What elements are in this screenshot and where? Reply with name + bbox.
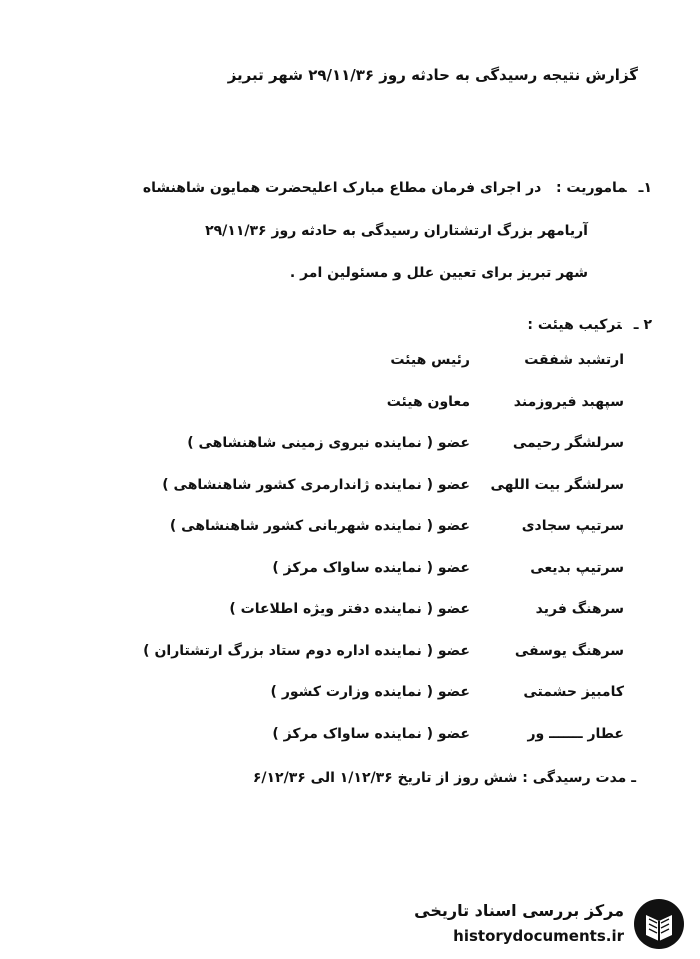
member-role: عضو ( نماینده ساواک مرکز ) bbox=[272, 559, 470, 576]
member-name: کامبیز حشمتی bbox=[523, 684, 624, 700]
member-row bbox=[0, 560, 700, 602]
mission-line-2 bbox=[28, 223, 588, 239]
member-name: سرتیپ سجادی bbox=[521, 518, 624, 534]
mission-line-1 bbox=[32, 180, 652, 196]
composition-label: ترکیب هیئت : bbox=[527, 317, 622, 333]
footer-center-name: مرکز بررسی اسناد تاریخی bbox=[414, 901, 624, 920]
member-role: عضو ( نماینده شهربانی کشور شاهنشاهی ) bbox=[169, 518, 470, 534]
member-row bbox=[0, 684, 700, 726]
member-role: عضو ( نماینده ژاندارمری کشور شاهنشاهی ) bbox=[162, 476, 470, 493]
member-name: عطار ـــــــ ور bbox=[527, 725, 624, 742]
member-role: عضو ( نماینده ساواک مرکز ) bbox=[272, 725, 470, 742]
mission-number: ۱ـ bbox=[638, 180, 652, 196]
member-role: معاون هیئت bbox=[386, 393, 470, 410]
member-role: عضو ( نماینده اداره دوم ستاد بزرگ ارتشتاران ) bbox=[143, 642, 470, 659]
member-name: سرهنگ یوسفی bbox=[514, 642, 624, 659]
document-title: گزارش نتیجه رسیدگی به حادثه روز ۲۹/۱۱/۳۶ شهر تبریز bbox=[227, 66, 638, 84]
member-name: سرلشگر بیت اللهی bbox=[490, 476, 624, 493]
mission-label: ماموریت : bbox=[555, 180, 627, 196]
mission-text-1: در اجرای فرمان مطاع مبارک اعلیحضرت همایون شاهنشاه bbox=[142, 180, 542, 196]
footer-watermark bbox=[402, 897, 692, 953]
footer-website: historydocuments.ir bbox=[453, 927, 624, 945]
member-row bbox=[0, 643, 700, 685]
member-role: عضو ( نماینده نیروی زمینی شاهنشاهی ) bbox=[187, 435, 470, 451]
member-row bbox=[0, 394, 700, 436]
member-row bbox=[0, 477, 700, 519]
member-row bbox=[0, 435, 700, 477]
member-row bbox=[0, 518, 700, 560]
book-logo-icon bbox=[632, 897, 686, 951]
member-name: سرهنگ فرید bbox=[535, 601, 624, 617]
members-list bbox=[0, 352, 700, 767]
duration-line: ـ مدت رسیدگی : شش روز از تاریخ ۱/۱۲/۳۶ الی ۶/۱۲/۳۶ bbox=[252, 770, 636, 786]
member-row bbox=[0, 726, 700, 768]
member-row bbox=[0, 352, 700, 394]
member-role: عضو ( نماینده وزارت کشور ) bbox=[270, 684, 470, 700]
mission-line-3 bbox=[28, 265, 588, 281]
member-name: سرلشگر رحیمی bbox=[512, 435, 624, 451]
member-name: سپهبد فیروزمند bbox=[513, 393, 624, 410]
composition-heading bbox=[32, 317, 652, 333]
member-role: رئیس هیئت bbox=[390, 352, 470, 368]
member-row bbox=[0, 601, 700, 643]
member-role: عضو ( نماینده دفتر ویژه اطلاعات ) bbox=[229, 601, 470, 617]
mission-text-2: آریامهر بزرگ ارتشتاران رسیدگی به حادثه روز ۲۹/۱۱/۳۶ bbox=[205, 223, 588, 239]
member-name: ارتشبد شفقت bbox=[524, 352, 624, 368]
member-name: سرتیپ بدیعی bbox=[530, 559, 624, 576]
mission-text-3: شهر تبریز برای تعیین علل و مسئولین امر . bbox=[289, 265, 588, 281]
composition-number: ۲ ـ bbox=[633, 317, 652, 333]
